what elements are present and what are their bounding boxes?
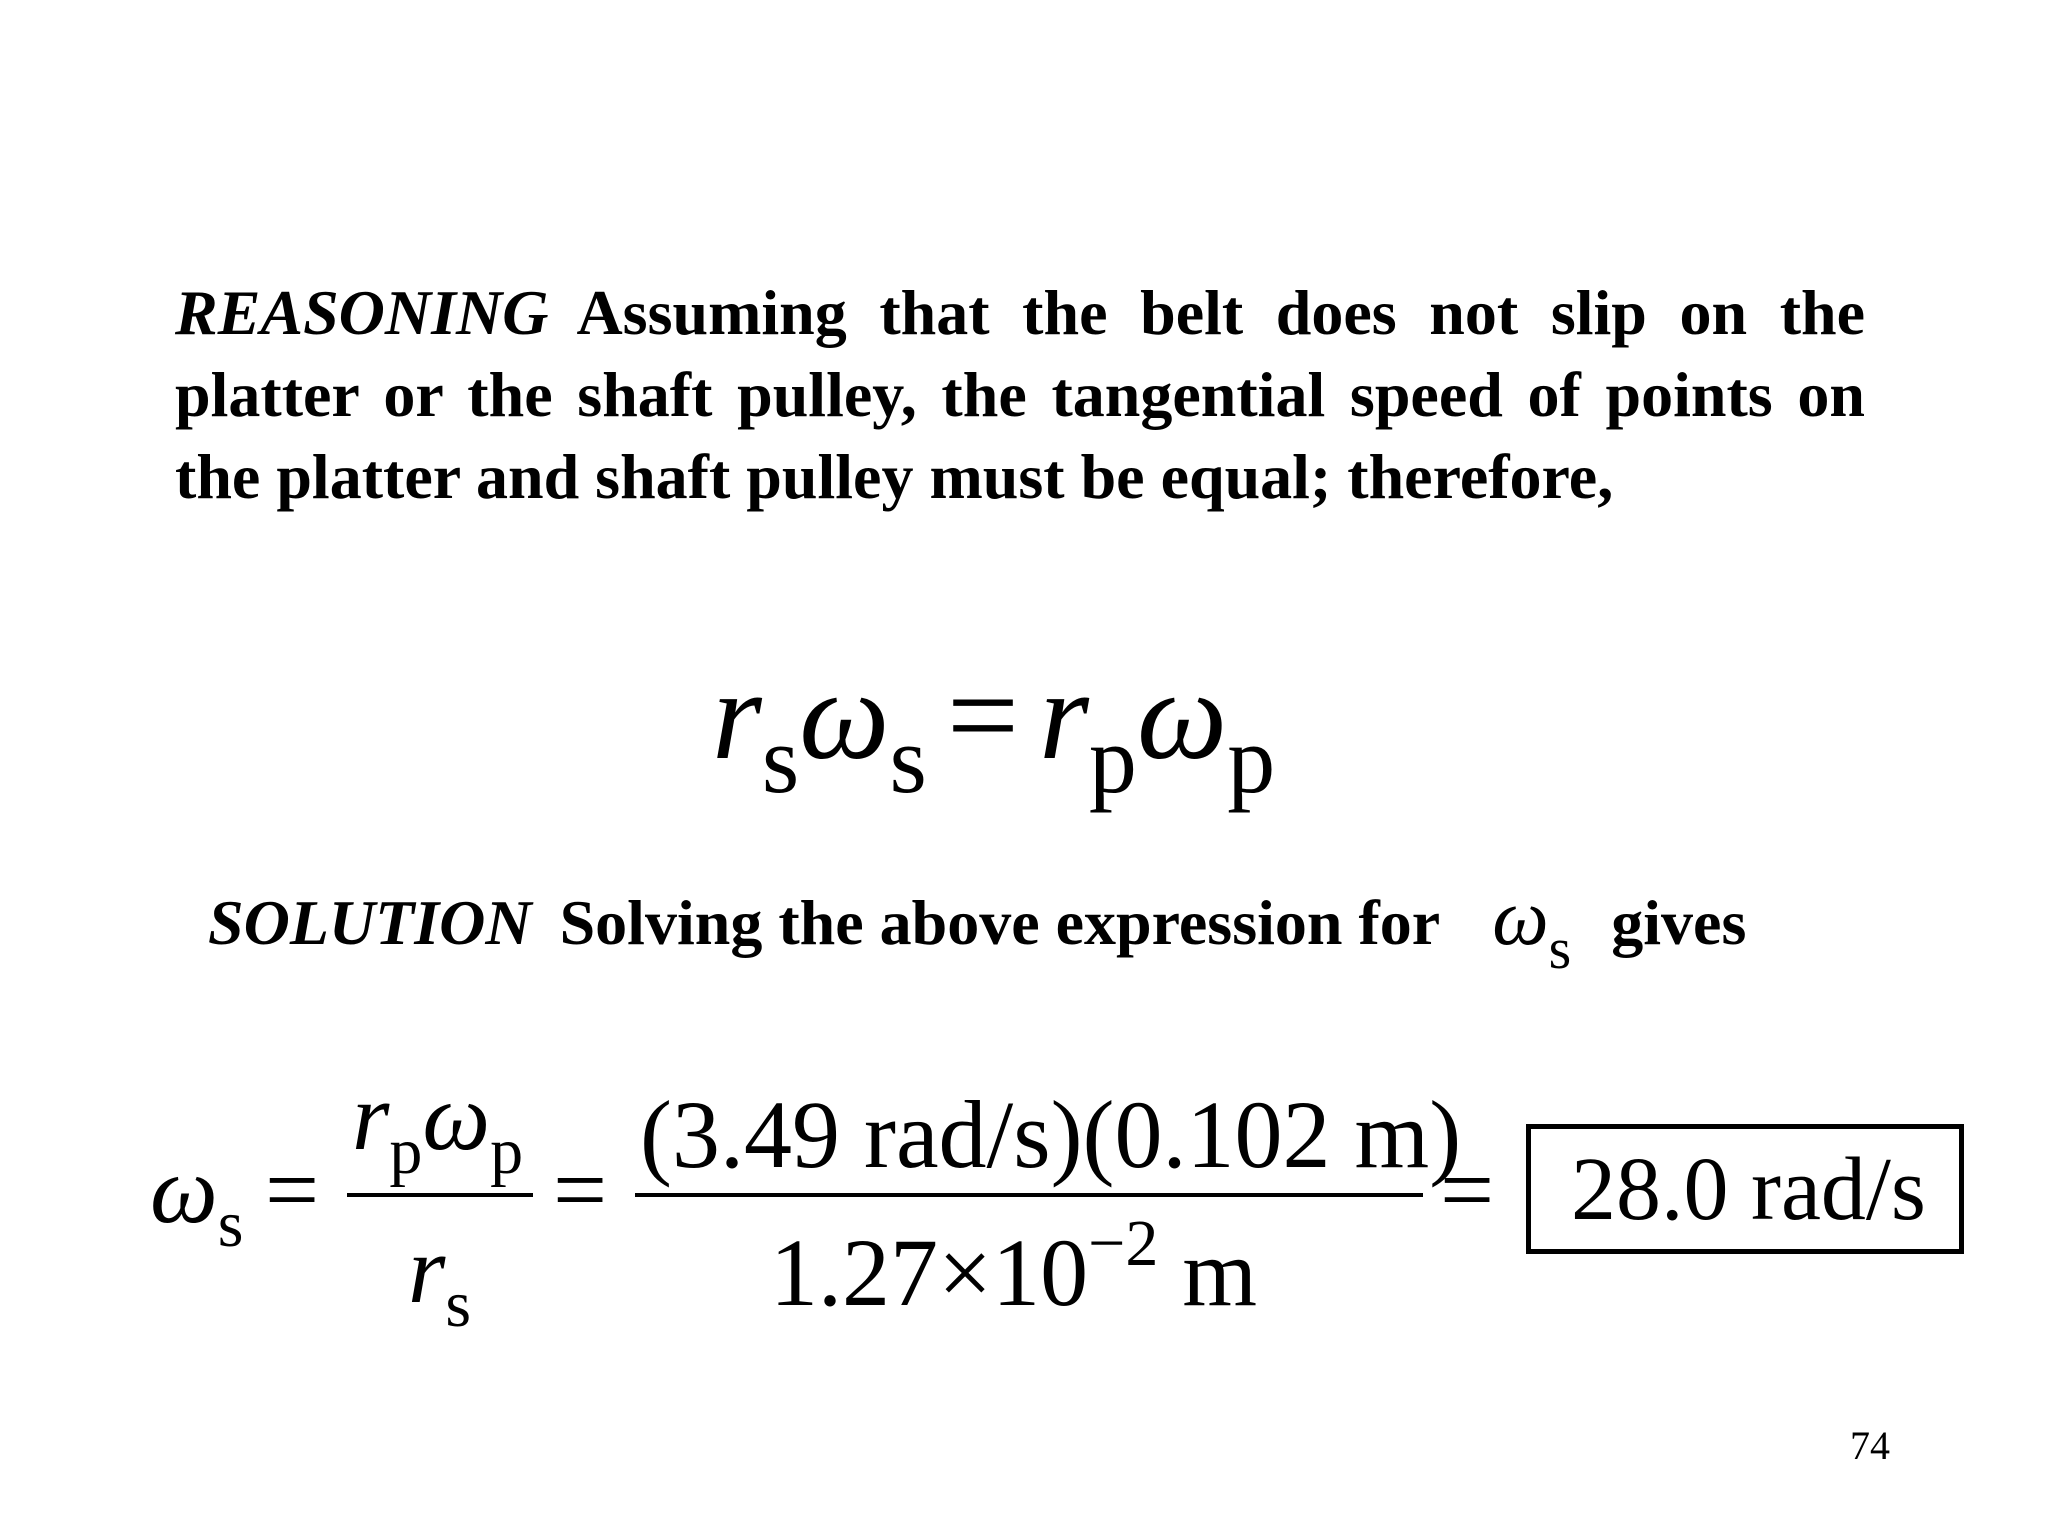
eq2-frac1-num-r: r (352, 1063, 390, 1170)
eq2-frac1-den-r: r (408, 1216, 446, 1323)
solution-omega: ω (1492, 874, 1549, 962)
eq2-lhs-omega: ω (150, 1136, 218, 1243)
eq2-frac1-den-r-subscript: s (445, 1268, 472, 1341)
eq1-r-s-subscript: s (761, 706, 800, 813)
reasoning-heading: REASONING (175, 277, 549, 348)
solution-heading: SOLUTION (208, 887, 532, 958)
eq2-equals-2: = (553, 1136, 608, 1243)
eq1-r-p-subscript: p (1088, 706, 1137, 813)
page-number: 74 (1850, 1423, 1890, 1468)
eq2-equals-1: = (265, 1136, 320, 1243)
solution-omega-subscript: s (1548, 916, 1572, 981)
eq1-r-p: r (1039, 644, 1089, 786)
solution-tail: gives (1611, 887, 1747, 958)
eq2-frac2-numerator: (3.49 rad/s)(0.102 m) (640, 1081, 1462, 1188)
eq2-frac1-numerator (352, 1062, 524, 1188)
eq2-frac1-line (347, 1193, 533, 1197)
eq1-equals: = (946, 644, 1020, 786)
eq2-lhs (150, 1135, 244, 1261)
eq2-frac1-num-r-subscript: p (389, 1115, 423, 1188)
eq2-frac2-denominator (770, 1207, 1258, 1339)
eq1-omega-s: ω (799, 644, 890, 786)
eq2-frac2-den-base: 1.27×10 (770, 1219, 1089, 1326)
eq2-frac2-den-exponent: −2 (1088, 1207, 1159, 1280)
answer-box (1526, 1124, 1964, 1254)
eq1-omega-s-subscript: s (889, 706, 927, 813)
eq2-lhs-subscript: s (217, 1188, 244, 1261)
eq1-omega-p: ω (1136, 644, 1228, 786)
eq1-r-s: r (712, 644, 762, 786)
answer-value: 28.0 rad/s (1571, 1140, 1926, 1239)
reasoning-text: Assuming that the belt does not slip on the platter or the shaft pulley, the tangential speed of points on the platter and shaft pulley must be equal; therefore, (175, 277, 1865, 512)
eq2-frac2-line (635, 1193, 1423, 1197)
eq2-frac1-num-omega: ω (422, 1063, 491, 1170)
eq2-equals-3: = (1440, 1136, 1495, 1243)
eq2-frac1-denominator (408, 1215, 472, 1341)
eq1-omega-p-subscript: p (1227, 706, 1276, 813)
eq2-frac1-num-omega-subscript: p (490, 1115, 524, 1188)
solution-text: Solving the above expression for (559, 887, 1441, 958)
eq2-frac2-den-unit: m (1182, 1219, 1258, 1326)
